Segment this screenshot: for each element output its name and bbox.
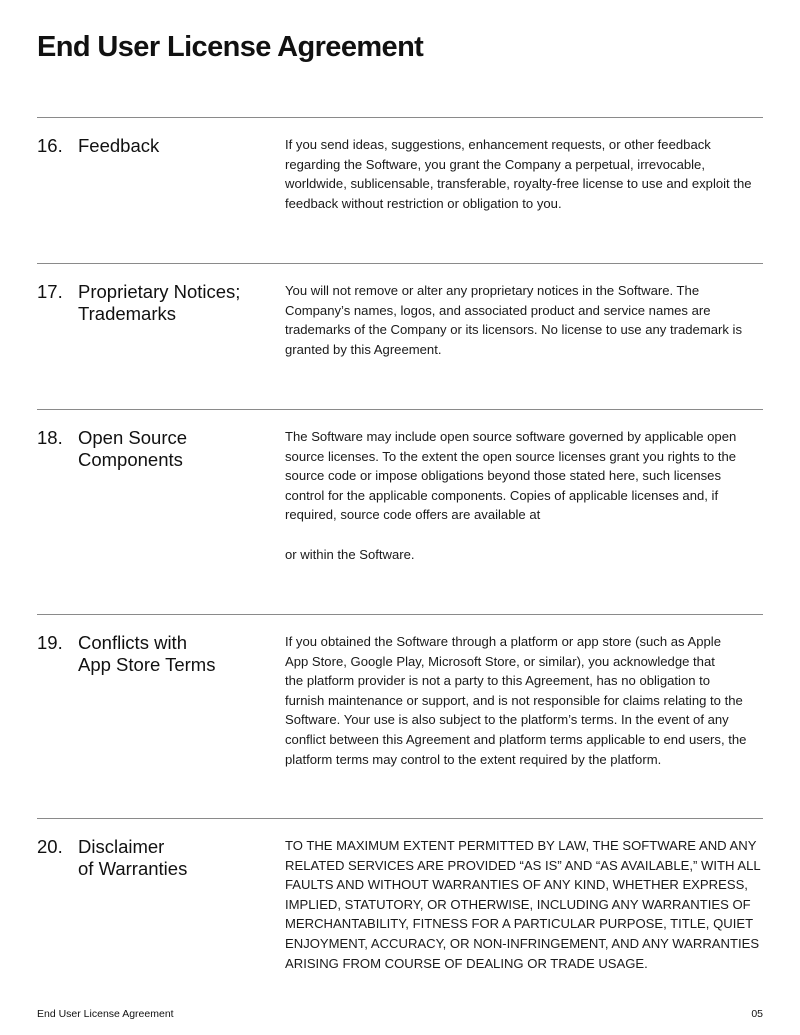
footer-page-number: 05 bbox=[751, 1008, 763, 1020]
document-title: End User License Agreement bbox=[37, 31, 424, 63]
section-title-line: Trademarks bbox=[78, 303, 177, 324]
body-line: Software. Your use is also subject to the platform’s terms. In the event of any bbox=[285, 712, 729, 728]
section-title-line: Open Source bbox=[78, 427, 188, 448]
body-line: FAULTS AND WITHOUT WARRANTIES OF ANY KIND, WHETHER EXPRESS, bbox=[285, 877, 748, 893]
body-line: TO THE MAXIMUM EXTENT PERMITTED BY LAW, THE SOFTWARE AND ANY bbox=[285, 838, 757, 853]
section-body bbox=[285, 427, 765, 564]
body-line: furnish maintenance or support, and is not responsible for claims relating to the bbox=[285, 692, 743, 708]
body-line: MERCHANTABILITY, FITNESS FOR A PARTICULAR PURPOSE, TITLE, QUIET bbox=[285, 916, 754, 932]
body-line: required, source code offers are available at bbox=[285, 507, 541, 523]
footer-document-name: End User License Agreement bbox=[37, 1008, 174, 1020]
section-title-line: Feedback bbox=[78, 135, 160, 156]
section-open-source bbox=[37, 409, 763, 562]
section-body bbox=[285, 135, 765, 213]
body-line: the platform provider is not a party to this Agreement, has no obligation to bbox=[285, 673, 711, 689]
section-title bbox=[78, 632, 278, 676]
section-title bbox=[78, 427, 278, 471]
body-line: If you send ideas, suggestions, enhancement requests, or other feedback bbox=[285, 137, 711, 152]
body-line: App Store, Google Play, Microsoft Store, or similar), you acknowledge that bbox=[285, 653, 715, 669]
section-number: 20. bbox=[37, 836, 63, 857]
section-feedback bbox=[37, 117, 763, 211]
section-disclaimer-of-warranties bbox=[37, 818, 763, 971]
section-title bbox=[78, 836, 278, 880]
body-line: RELATED SERVICES ARE PROVIDED “AS IS” AND “AS AVAILABLE,” WITH ALL bbox=[285, 857, 761, 873]
body-line: IMPLIED, STATUTORY, OR OTHERWISE, INCLUDING ANY WARRANTIES OF bbox=[285, 896, 751, 912]
section-title bbox=[78, 135, 278, 157]
body-line: granted by this Agreement. bbox=[285, 341, 442, 357]
body-line: trademarks of the Company or its licensors. No license to use any trademark is bbox=[285, 322, 743, 338]
body-line: control for the applicable components. Copies of applicable licenses and, if bbox=[285, 487, 719, 503]
section-body bbox=[285, 632, 765, 769]
body-gap bbox=[285, 525, 765, 545]
section-title-line: Disclaimer bbox=[78, 836, 165, 857]
section-title-line: App Store Terms bbox=[78, 654, 216, 675]
section-title-line: Conflicts with bbox=[78, 632, 187, 653]
body-line: worldwide, sublicensable, transferable, royalty-free license to use and exploit the bbox=[285, 176, 752, 192]
body-line: conflict between this Agreement and platform terms applicable to end users, the bbox=[285, 731, 747, 747]
body-line: ENJOYMENT, ACCURACY, OR NON-INFRINGEMENT, AND ANY WARRANTIES bbox=[285, 935, 760, 951]
section-title-line: of Warranties bbox=[78, 858, 188, 879]
body-line: regarding the Software, you grant the Company a perpetual, irrevocable, bbox=[285, 156, 705, 172]
body-line: ARISING FROM COURSE OF DEALING OR TRADE USAGE. bbox=[285, 955, 648, 971]
section-body bbox=[285, 836, 765, 973]
body-line: platform terms may control to the extent required by the platform. bbox=[285, 751, 662, 767]
body-line: source code or impose obligations beyond those stated here, such licenses bbox=[285, 468, 721, 484]
section-proprietary-notices bbox=[37, 263, 763, 357]
section-number: 17. bbox=[37, 281, 63, 302]
body-line: source licenses. To the extent the open source licenses grant you rights to the bbox=[285, 448, 737, 464]
body-line: You will not remove or alter any proprietary notices in the Software. The bbox=[285, 283, 700, 298]
section-number: 19. bbox=[37, 632, 63, 653]
body-line: Company’s names, logos, and associated product and service names are bbox=[285, 302, 711, 318]
body-line: If you obtained the Software through a platform or app store (such as Apple bbox=[285, 634, 721, 649]
body-line: feedback without restriction or obligation to you. bbox=[285, 195, 562, 211]
section-title bbox=[78, 281, 278, 325]
section-title-line: Components bbox=[78, 449, 183, 470]
section-body bbox=[285, 281, 765, 359]
section-number: 16. bbox=[37, 135, 63, 156]
body-line: or within the Software. bbox=[285, 546, 415, 562]
section-title-line: Proprietary Notices; bbox=[78, 281, 241, 302]
section-app-store-terms bbox=[37, 614, 763, 767]
section-number: 18. bbox=[37, 427, 63, 448]
body-line: The Software may include open source software governed by applicable open bbox=[285, 429, 737, 444]
